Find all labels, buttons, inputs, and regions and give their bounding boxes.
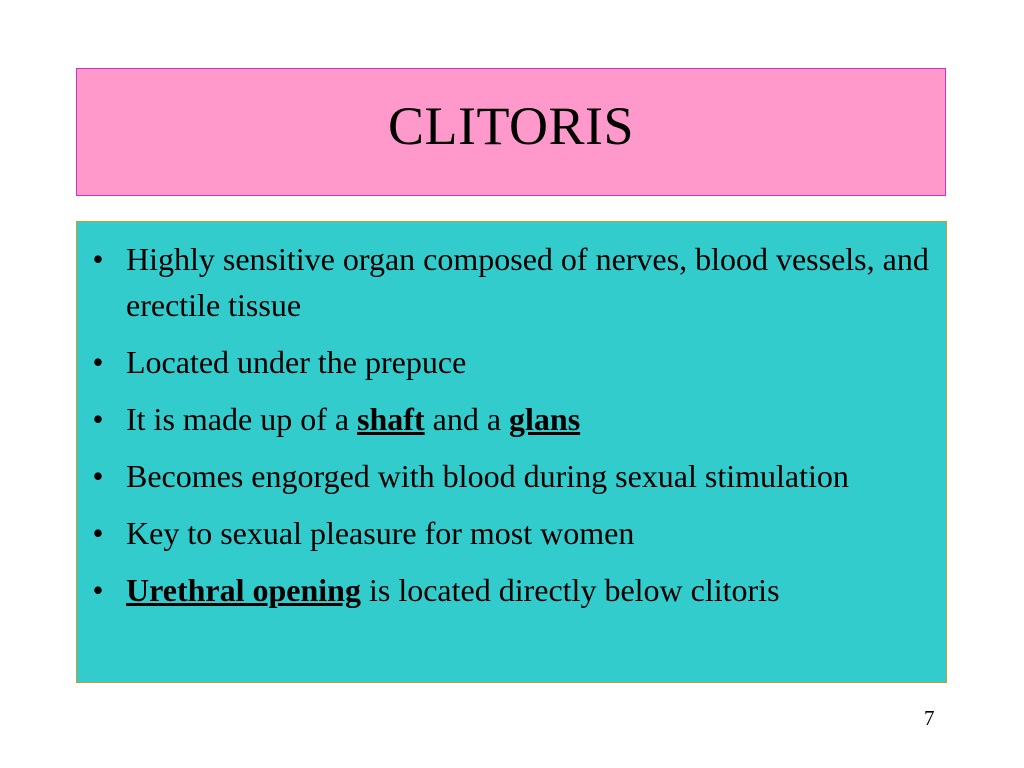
bullet-icon: • bbox=[92, 241, 104, 277]
bullet-text: It is made up of a bbox=[126, 401, 358, 437]
bullet-item bbox=[77, 510, 948, 556]
term-shaft: shaft bbox=[357, 401, 425, 437]
bullet-text: Key to sexual pleasure for most women bbox=[126, 515, 635, 551]
bullet-text: Located under the prepuce bbox=[126, 344, 467, 380]
bullet-icon: • bbox=[92, 344, 104, 380]
title-box bbox=[76, 68, 946, 196]
page-number: 7 bbox=[924, 706, 935, 730]
bullet-icon: • bbox=[92, 515, 104, 551]
bullet-icon: • bbox=[92, 401, 104, 437]
slide-title: CLITORIS bbox=[387, 96, 635, 156]
term-urethral-opening: Urethral opening bbox=[126, 572, 361, 608]
bullet-icon: • bbox=[92, 572, 104, 608]
bullet-item bbox=[77, 453, 948, 499]
bullet-text: and a bbox=[424, 401, 510, 437]
bullet-text: Becomes engorged with blood during sexual stimulation bbox=[126, 458, 849, 494]
bullet-text: is located directly below clitoris bbox=[360, 572, 780, 608]
bullet-icon: • bbox=[92, 458, 104, 494]
term-glans: glans bbox=[509, 401, 581, 437]
bullet-item bbox=[77, 567, 948, 613]
bullet-item bbox=[77, 236, 948, 328]
bullet-list bbox=[77, 236, 948, 624]
bullet-text: Highly sensitive organ composed of nerves, blood vessels, and erectile tissue bbox=[126, 241, 929, 323]
bullet-item bbox=[77, 396, 948, 442]
bullet-item bbox=[77, 339, 948, 385]
content-box bbox=[76, 221, 947, 683]
